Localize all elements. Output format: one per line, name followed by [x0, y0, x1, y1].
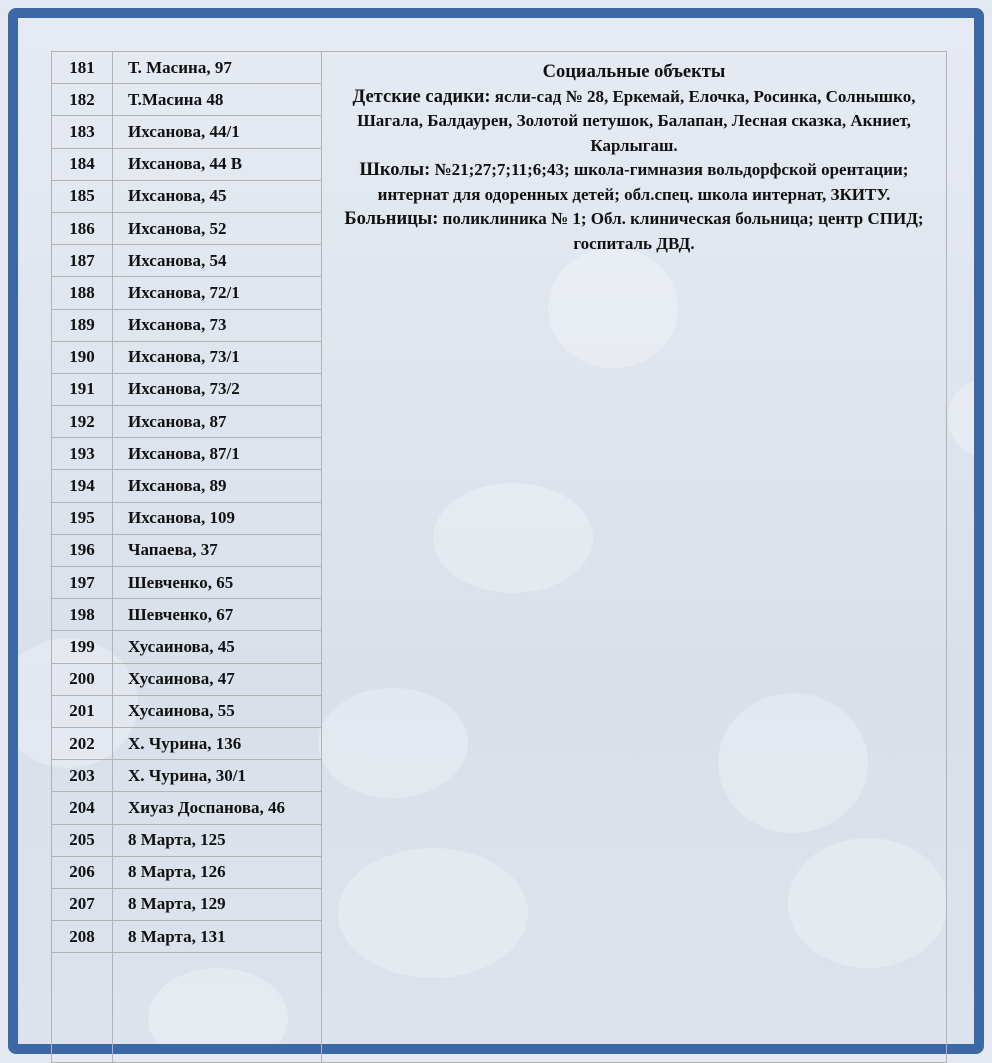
row-number: 196 [52, 534, 113, 566]
row-number: 187 [52, 245, 113, 277]
kindergartens-paragraph [330, 85, 938, 159]
address-table-body [52, 52, 947, 1063]
row-number: 208 [52, 921, 113, 953]
row-address: Хусаинова, 45 [113, 631, 322, 663]
kindergartens-list: ясли-сад № 28, Еркемай, Елочка, Росинка, Солнышко, Шагала, Балдаурен, Золотой петушок, Балапан, Лесная сказка, Акниет, Карлыгаш. [357, 86, 916, 155]
row-address: Ихсанова, 87 [113, 406, 322, 438]
row-number: 202 [52, 727, 113, 759]
row-number: 206 [52, 856, 113, 888]
row-number: 200 [52, 663, 113, 695]
row-address: Ихсанова, 109 [113, 502, 322, 534]
schools-list: №21;27;7;11;6;43; школа-гимназия вольдорфской орентации; интернат для одоренных детей; обл.спец. школа интернат, ЗКИТУ. [377, 160, 909, 204]
row-address: 8 Марта, 131 [113, 921, 322, 953]
row-address: Ихсанова, 44 В [113, 148, 322, 180]
row-address: Хусаинова, 47 [113, 663, 322, 695]
kindergartens-label: Детские садики: [352, 86, 491, 107]
row-address: Х. Чурина, 30/1 [113, 760, 322, 792]
row-address: 8 Марта, 125 [113, 824, 322, 856]
row-address: Ихсанова, 73/1 [113, 341, 322, 373]
row-number: 185 [52, 180, 113, 212]
row-number: 194 [52, 470, 113, 502]
schools-label: Школы: [359, 160, 431, 180]
row-address: Хусаинова, 55 [113, 695, 322, 727]
social-objects-cell [322, 52, 947, 1063]
row-address: Шевченко, 67 [113, 599, 322, 631]
schools-paragraph [330, 158, 938, 207]
row-number: 189 [52, 309, 113, 341]
table-row [52, 52, 947, 84]
row-number: 183 [52, 116, 113, 148]
row-address: Ихсанова, 44/1 [113, 116, 322, 148]
row-number: 190 [52, 341, 113, 373]
row-address: Чапаева, 37 [113, 534, 322, 566]
row-number: 184 [52, 148, 113, 180]
social-objects-title: Социальные объекты [542, 62, 726, 82]
row-address: Шевченко, 65 [113, 567, 322, 599]
row-number: 203 [52, 760, 113, 792]
row-address: Т. Масина, 97 [113, 52, 322, 84]
row-number: 199 [52, 631, 113, 663]
row-address: Ихсанова, 73/2 [113, 373, 322, 405]
row-number: 181 [52, 52, 113, 84]
empty-cell [113, 953, 322, 1063]
row-address: Ихсанова, 87/1 [113, 438, 322, 470]
row-number: 186 [52, 212, 113, 244]
row-number: 205 [52, 824, 113, 856]
empty-cell [52, 953, 113, 1063]
hospitals-list: поликлиника № 1; Обл. клиническая больница; центр СПИД; госпиталь ДВД. [438, 209, 924, 253]
row-number: 188 [52, 277, 113, 309]
row-number: 182 [52, 84, 113, 116]
row-number: 191 [52, 373, 113, 405]
decorative-bubble [948, 378, 984, 458]
hospitals-label: Больницы: [344, 209, 439, 229]
row-number: 192 [52, 406, 113, 438]
row-number: 207 [52, 888, 113, 920]
row-address: 8 Марта, 129 [113, 888, 322, 920]
row-address: Х. Чурина, 136 [113, 727, 322, 759]
row-address: Ихсанова, 72/1 [113, 277, 322, 309]
row-address: Ихсанова, 52 [113, 212, 322, 244]
row-address: Ихсанова, 54 [113, 245, 322, 277]
row-address: Ихсанова, 89 [113, 470, 322, 502]
row-number: 195 [52, 502, 113, 534]
row-number: 201 [52, 695, 113, 727]
row-number: 193 [52, 438, 113, 470]
hospitals-paragraph [330, 207, 938, 256]
row-number: 197 [52, 567, 113, 599]
row-address: Т.Масина 48 [113, 84, 322, 116]
row-number: 204 [52, 792, 113, 824]
row-number: 198 [52, 599, 113, 631]
row-address: Хиуаз Доспанова, 46 [113, 792, 322, 824]
row-address: Ихсанова, 45 [113, 180, 322, 212]
row-address: 8 Марта, 126 [113, 856, 322, 888]
row-address: Ихсанова, 73 [113, 309, 322, 341]
address-table [51, 51, 947, 1063]
